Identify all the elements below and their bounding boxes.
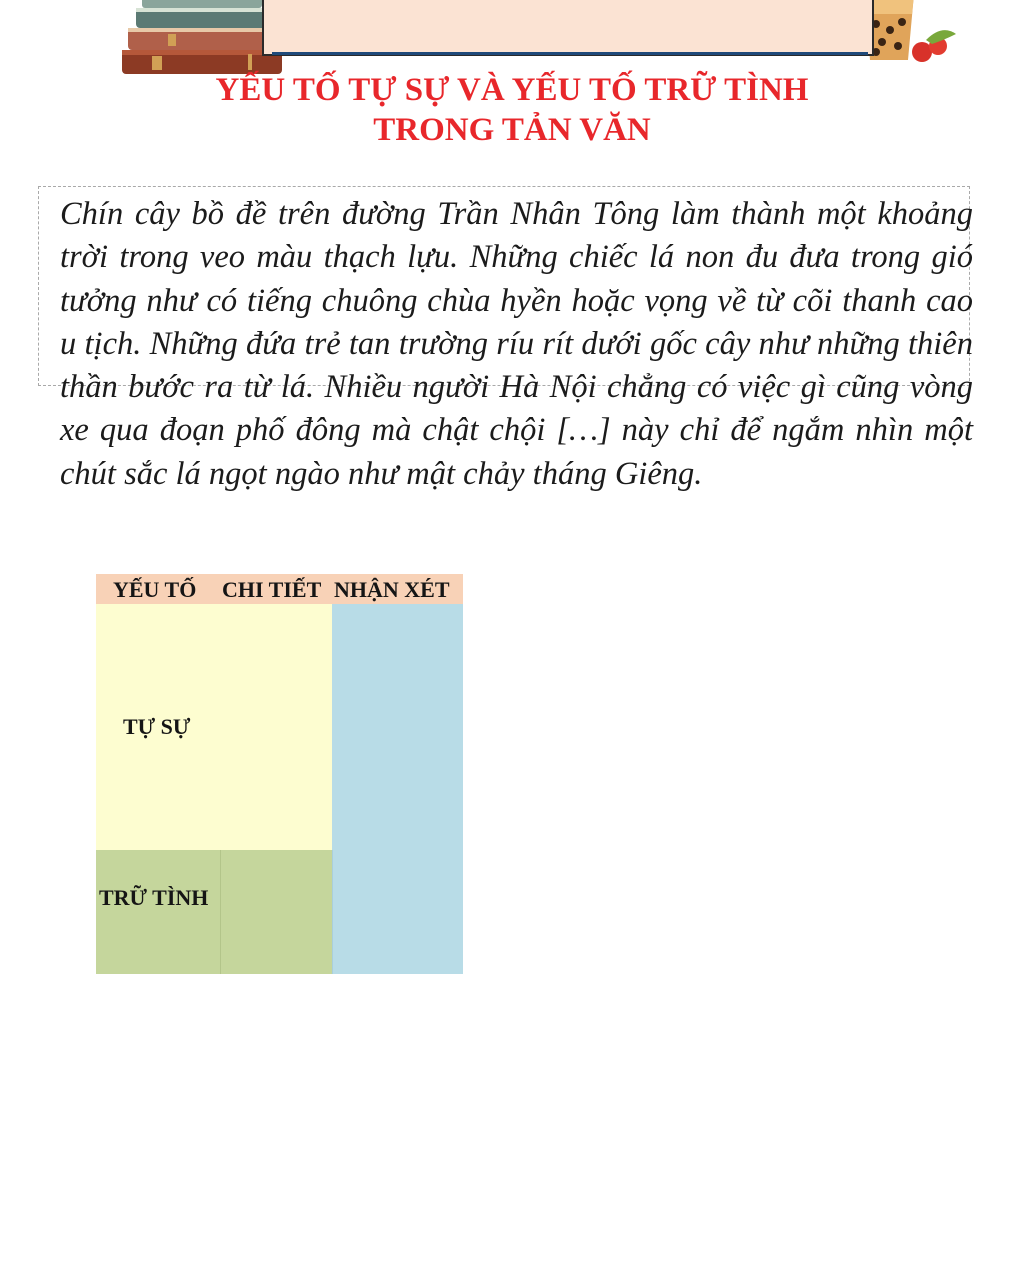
- header-nhan-xet: NHẬN XÉT: [334, 577, 450, 602]
- header-chi-tiet: CHI TIẾT: [222, 577, 322, 602]
- row-label-tru-tinh: TRỮ TÌNH: [99, 885, 209, 910]
- title-banner: [262, 0, 874, 56]
- subtitle-line-1: YẾU TỐ TỰ SỰ VÀ YẾU TỐ TRỮ TÌNH: [215, 72, 809, 108]
- analysis-table: [96, 574, 463, 974]
- passage-text: Chín cây bồ đề trên đường Trần Nhân Tông làm thành một khoảng trời trong veo màu thạch lựu. Những chiếc lá non đu đưa trong gió tưởng như có tiếng chuông chùa hyền hoặc vọng về từ cõi thanh cao u tịch. Những đứa trẻ tan trường ríu rít dưới gốc cây như những thiên thần bước ra từ lá. Nhiều người Hà Nội chẳng có việc gì cũng vòng xe qua đoạn phố đông mà chật chội […] này chỉ để ngắm nhìn một chút sắc lá ngọt ngào như mật chảy tháng Giêng.: [60, 196, 973, 492]
- row-label-tu-su: TỰ SỰ: [123, 714, 191, 739]
- tru-tinh-comment-cell[interactable]: [332, 850, 463, 974]
- banner-underline: [272, 52, 868, 55]
- books-illustration: [108, 0, 288, 80]
- tru-tinh-label-cell: [96, 850, 220, 974]
- tu-su-comment-cell[interactable]: [332, 604, 463, 850]
- tru-tinh-detail-cell[interactable]: [220, 850, 332, 974]
- table-header-row: [96, 574, 463, 604]
- subtitle-line-2: TRONG TẢN VĂN: [373, 112, 651, 148]
- header-yeu-to: YẾU TỐ: [113, 577, 197, 602]
